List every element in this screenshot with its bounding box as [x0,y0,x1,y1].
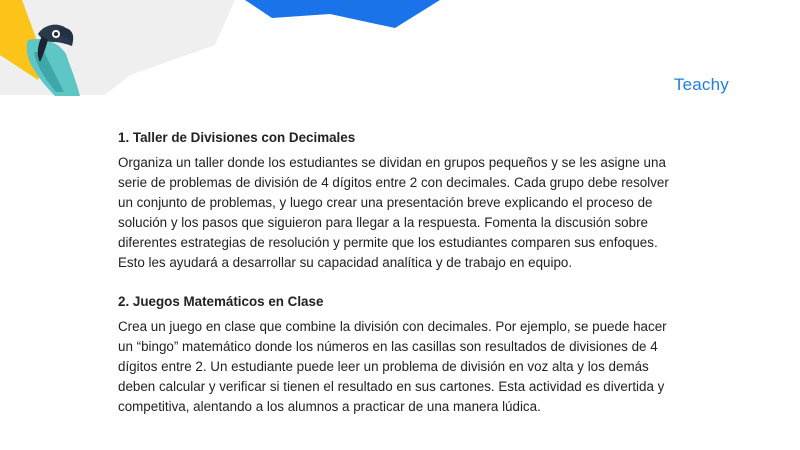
blue-background-shape [245,0,440,28]
section-1 [118,128,684,273]
section-body: Organiza un taller donde los estudiantes se dividan en grupos pequeños y se les asigne una serie de problemas de división de 4 dígitos entre 2 con decimales. Cada grupo debe resolver un conjunto de problemas, y luego crear una presentación breve explicando el proceso de solución y los pasos que siguieron para llegar a la respuesta. Fomenta la discusión sobre diferentes estrategias de resolución y permite que los estudiantes comparen sus enfoques. Esto les ayudará a desarrollar su capacidad analítica y de trabajo en equipo. [118,155,669,270]
section-2 [118,292,684,417]
section-title: 1. Taller de Divisiones con Decimales [118,130,356,145]
brand-name: Teachy [673,75,729,94]
main-content [118,128,684,436]
section-body: Crea un juego en clase que combine la división con decimales. Por ejemplo, se puede hacer un “bingo” matemático donde los números en las casillas son resultados de divisiones de 4 dígitos entre 2. Un estudiante puede leer un problema de división en voz alta y los demás deben calcular y verificar si tienen el resultado en sus cartones. Esta actividad es divertida y competitiva, alentando a los alumnos a practicar de una manera lúdica. [118,319,667,414]
section-title: 2. Juegos Matemáticos en Clase [118,294,324,309]
